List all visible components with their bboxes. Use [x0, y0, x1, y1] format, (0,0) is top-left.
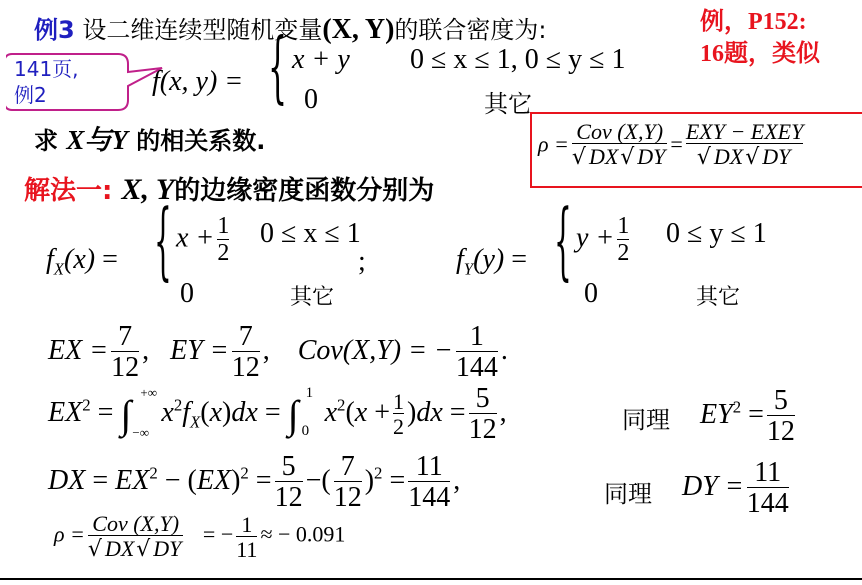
- density-case2-expr: 0: [304, 84, 318, 115]
- reference-note: [700, 6, 820, 70]
- title-vars: (X, Y): [322, 14, 395, 45]
- density-case1-cond: 0 ≤ x ≤ 1, 0 ≤ y ≤ 1: [410, 44, 626, 75]
- correlation-formula-box: ρ = $\frac{\text{Cov (X,Y)}}{√ DX√ DY}$ = $\frac{\text{EXY − EXEY}}{√ DX√ DY}$: [530, 112, 862, 188]
- dy-value: DY = $\frac{11}{144}$: [682, 457, 789, 520]
- method1-heading: [24, 170, 434, 207]
- callout-line1: 141页,: [14, 57, 79, 81]
- variance-line: DX = $EX^2 - (EX)^2$ = $\frac{5}{12}$ −( $\frac{7}{12}$ )$^2$ = $\frac{11}{144}$ ,: [48, 451, 461, 514]
- cov-fraction: $\frac{\text{Cov (X,Y)}}{√ DX√ DY}$: [571, 119, 666, 171]
- method1-text: 的边缘密度函数分别为: [174, 176, 435, 206]
- reference-note-line2: 16题，类似: [700, 41, 820, 67]
- callout-text: [14, 56, 79, 108]
- title-text-a: 设二维连续型随机变量: [82, 16, 323, 44]
- second-moment-line: $EX^2$ = ∫ +∞ −∞ $x^2f_X(x)dx$ = ∫ 1 0 $x^2(x$ + $\frac{1}{2}$ )dx = $\frac{5}{12}$ ,: [48, 383, 507, 446]
- method1-vars: X, Y: [121, 173, 175, 206]
- same-label-ey2: 同理: [622, 406, 670, 434]
- title-text-b: 的联合密度为:: [394, 16, 547, 44]
- density-case1-expr: x + y: [292, 44, 350, 75]
- exy-fraction: $\frac{\text{EXY − EXEY}}{√ DX√ DY}$: [685, 119, 804, 171]
- callout-line2: 例2: [14, 83, 47, 107]
- density-case2-cond: 其它: [484, 90, 532, 118]
- example-label: 例3: [34, 16, 75, 44]
- bottom-divider: [0, 578, 862, 580]
- ey2-value: $EY^2$ = $\frac{5}{12}$: [700, 385, 795, 448]
- example-title: [34, 10, 547, 46]
- same-label-dy: 同理: [604, 480, 652, 508]
- expectation-line: EX = $\frac{7}{12}$ , EY = $\frac{7}{12}$ , Cov(X,Y) = − $\frac{1}{144}$ .: [48, 321, 508, 384]
- method1-label: 解法一:: [24, 176, 113, 206]
- reference-note-line1: 例，P152:: [700, 9, 807, 35]
- correlation-result: ρ = $\frac{\text{Cov (X,Y)}}{√ DX√ DY}$ = − $\frac{1}{11}$ ≈ − 0.091: [54, 511, 346, 563]
- density-brace: {: [268, 23, 288, 115]
- density-lhs: f(x, y) =: [152, 66, 244, 97]
- rho-symbol: ρ =: [538, 131, 569, 157]
- question-text: 求 X与Y 的相关系数.: [34, 125, 266, 155]
